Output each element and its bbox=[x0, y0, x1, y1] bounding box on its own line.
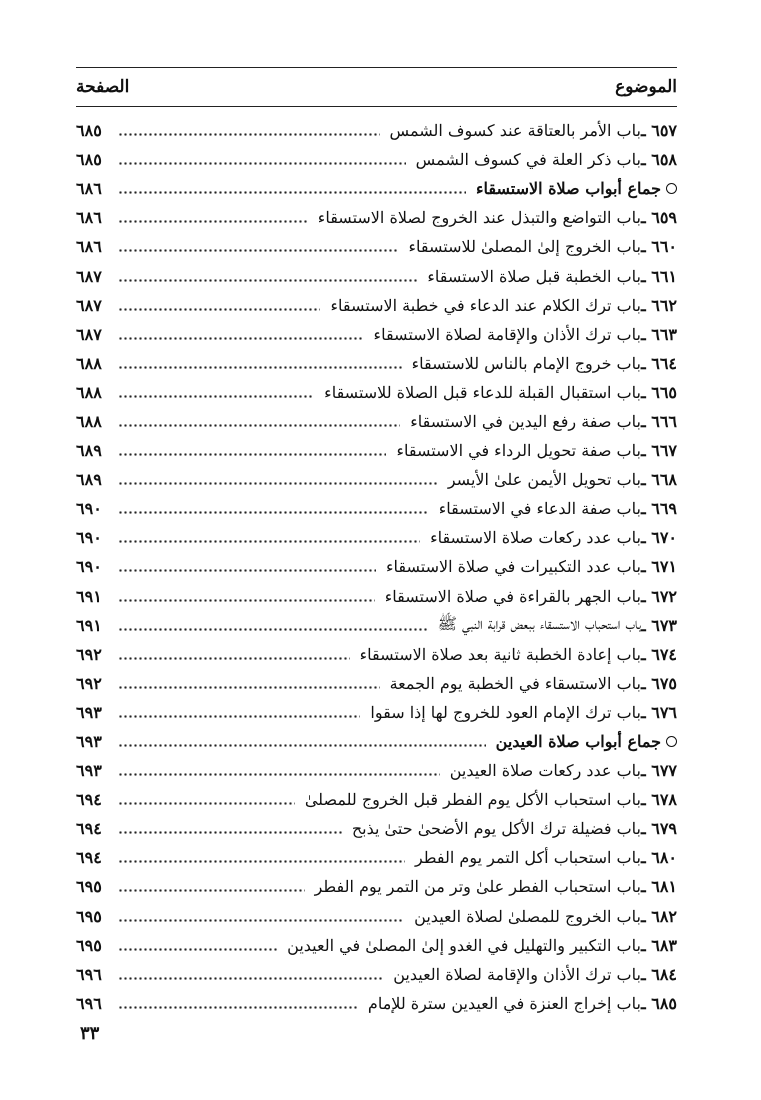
toc-entry bbox=[76, 640, 677, 669]
entry-page-number: ٦٩٦ bbox=[76, 993, 102, 1013]
toc-entry bbox=[76, 320, 677, 349]
header-top-rule bbox=[76, 67, 677, 68]
entry-number: ٦٧٧ ـ bbox=[640, 761, 677, 781]
entry-number: ٦٧٣ ـ bbox=[640, 615, 677, 635]
dot-leader bbox=[118, 279, 417, 282]
dot-leader bbox=[118, 424, 400, 427]
toc-entry bbox=[76, 465, 677, 494]
entry-title: باب استحباب أكل التمر يوم الفطر bbox=[414, 848, 641, 868]
toc-entry bbox=[76, 872, 677, 901]
entry-number: ٦٧٩ ـ bbox=[640, 819, 677, 839]
entry-number: ٦٨٥ ـ bbox=[640, 993, 677, 1013]
entry-title: باب ترك الأذان والإقامة لصلاة الاستسقاء bbox=[373, 324, 641, 344]
subject-column-label: الموضوع bbox=[615, 77, 677, 97]
page-column-label: الصفحة bbox=[76, 77, 130, 97]
toc-entry bbox=[76, 931, 677, 960]
entry-number: ٦٨٢ ـ bbox=[640, 906, 677, 926]
entry-number: ٦٨٤ ـ bbox=[640, 964, 677, 984]
toc-entry bbox=[76, 669, 677, 698]
entry-title: باب فضيلة ترك الأكل يوم الأضحىٰ حتىٰ يذبح bbox=[351, 819, 641, 839]
dot-leader bbox=[118, 831, 342, 834]
dot-leader bbox=[118, 773, 440, 776]
entry-number: ٦٥٨ ـ bbox=[640, 150, 677, 170]
toc-header bbox=[76, 70, 677, 104]
entry-number: ٦٦٣ ـ bbox=[640, 324, 677, 344]
entry-title: باب استقبال القبلة للدعاء قبل الصلاة للاستسقاء bbox=[324, 382, 641, 402]
dot-leader bbox=[118, 977, 383, 980]
toc-entry bbox=[76, 756, 677, 785]
entry-title: باب الجهر بالقراءة في صلاة الاستسقاء bbox=[384, 586, 641, 606]
entry-title: باب عدد التكبيرات في صلاة الاستسقاء bbox=[386, 557, 641, 577]
entry-title: باب الخروج إلىٰ المصلىٰ للاستسقاء bbox=[408, 237, 641, 257]
dot-leader bbox=[118, 482, 438, 485]
entry-page-number: ٦٨٦ bbox=[76, 179, 102, 199]
entry-page-number: ٦٨٩ bbox=[76, 470, 102, 490]
entry-number: ٦٧٤ ـ bbox=[640, 644, 677, 664]
dot-leader bbox=[118, 657, 350, 660]
entry-title: باب ترك الكلام عند الدعاء في خطبة الاستسقاء bbox=[330, 295, 641, 315]
toc-entry bbox=[76, 814, 677, 843]
entry-page-number: ٦٩٠ bbox=[76, 499, 102, 519]
entry-title: باب تحويل الأيمن علىٰ الأيسر bbox=[447, 470, 641, 490]
dot-leader bbox=[118, 191, 466, 194]
entry-page-number: ٦٨٦ bbox=[76, 237, 102, 257]
entry-title: باب استحباب الفطر علىٰ وتر من التمر يوم الفطر bbox=[314, 877, 641, 897]
toc-entry bbox=[76, 407, 677, 436]
toc-entry bbox=[76, 989, 677, 1018]
dot-leader bbox=[118, 162, 406, 165]
entry-title: باب الخطبة قبل صلاة الاستسقاء bbox=[427, 266, 641, 286]
page-number: ٣٣ bbox=[80, 1023, 100, 1044]
toc-entry bbox=[76, 582, 677, 611]
dot-leader bbox=[118, 628, 428, 631]
entry-title: باب خروج الإمام بالناس للاستسقاء bbox=[411, 353, 641, 373]
toc-entry bbox=[76, 203, 677, 232]
entry-number: ٦٦٥ ـ bbox=[640, 382, 677, 402]
entry-page-number: ٦٩٣ bbox=[76, 702, 102, 722]
toc-entry bbox=[76, 785, 677, 814]
toc-entry bbox=[76, 349, 677, 378]
dot-leader bbox=[118, 366, 402, 369]
entry-page-number: ٦٨٥ bbox=[76, 150, 102, 170]
entry-page-number: ٦٩٤ bbox=[76, 819, 102, 839]
entry-title: باب إعادة الخطبة ثانية بعد صلاة الاستسقاء bbox=[359, 644, 641, 664]
entry-page-number: ٦٩٠ bbox=[76, 557, 102, 577]
dot-leader bbox=[118, 249, 399, 252]
dot-leader bbox=[118, 744, 486, 747]
table-of-contents bbox=[76, 116, 677, 1018]
entry-number: ٦٦٤ ـ bbox=[640, 353, 677, 373]
entry-number: ٦٨٣ ـ bbox=[640, 935, 677, 955]
entry-number: ٦٦٧ ـ bbox=[640, 441, 677, 461]
entry-title: باب ترك الأذان والإقامة لصلاة العيدين bbox=[393, 964, 641, 984]
dot-leader bbox=[118, 802, 295, 805]
entry-number: ٦٦٦ ـ bbox=[640, 411, 677, 431]
dot-leader bbox=[118, 919, 404, 922]
dot-leader bbox=[118, 889, 305, 892]
header-bottom-rule bbox=[76, 106, 677, 107]
entry-number: ٦٧٨ ـ bbox=[640, 790, 677, 810]
entry-title: باب عدد ركعات صلاة العيدين bbox=[449, 761, 641, 781]
entry-number: ٦٦٢ ـ bbox=[640, 295, 677, 315]
entry-title: باب ترك الإمام العود للخروج لها إذا سقوا bbox=[370, 702, 641, 722]
entry-page-number: ٦٨٧ bbox=[76, 295, 102, 315]
entry-page-number: ٦٨٧ bbox=[76, 266, 102, 286]
entry-page-number: ٦٨٦ bbox=[76, 208, 102, 228]
dot-leader bbox=[118, 599, 375, 602]
entry-title: باب الأمر بالعتاقة عند كسوف الشمس bbox=[389, 121, 641, 141]
toc-entry bbox=[76, 843, 677, 872]
entry-number: ٦٦١ ـ bbox=[640, 266, 677, 286]
entry-page-number: ٦٩١ bbox=[76, 586, 102, 606]
toc-entry bbox=[76, 494, 677, 523]
entry-number: ٦٦٨ ـ bbox=[640, 470, 677, 490]
entry-page-number: ٦٩٤ bbox=[76, 790, 102, 810]
toc-entry bbox=[76, 145, 677, 174]
entry-number: ٦٦٠ ـ bbox=[640, 237, 677, 257]
entry-title: باب صفة تحويل الرداء في الاستسقاء bbox=[396, 441, 641, 461]
entry-page-number: ٦٩١ bbox=[76, 615, 102, 635]
dot-leader bbox=[118, 569, 376, 572]
toc-entry bbox=[76, 116, 677, 145]
dot-leader bbox=[118, 715, 360, 718]
toc-entry bbox=[76, 291, 677, 320]
dot-leader bbox=[118, 337, 364, 340]
entry-number: ٦٥٧ ـ bbox=[640, 121, 677, 141]
entry-title: باب ذكر العلة في كسوف الشمس bbox=[415, 150, 641, 170]
entry-number: ٦٨١ ـ bbox=[640, 877, 677, 897]
entry-number: ٦٧٦ ـ bbox=[640, 702, 677, 722]
dot-leader bbox=[118, 308, 320, 311]
entry-page-number: ٦٨٧ bbox=[76, 324, 102, 344]
entry-number: ٦٦٩ ـ bbox=[640, 499, 677, 519]
entry-number: ٦٧٠ ـ bbox=[640, 528, 677, 548]
entry-number: ٦٧٢ ـ bbox=[640, 586, 677, 606]
entry-page-number: ٦٩٣ bbox=[76, 761, 102, 781]
toc-entry bbox=[76, 902, 677, 931]
entry-title: باب عدد ركعات صلاة الاستسقاء bbox=[430, 528, 641, 548]
entry-number: ٦٧١ ـ bbox=[640, 557, 677, 577]
dot-leader bbox=[118, 948, 277, 951]
entry-page-number: ٦٩٢ bbox=[76, 644, 102, 664]
dot-leader bbox=[118, 686, 380, 689]
entry-title: باب استحباب الاستسقاء ببعض قرابة النبي ﷺ bbox=[437, 613, 641, 633]
dot-leader bbox=[118, 540, 420, 543]
entry-title: باب الاستسقاء في الخطبة يوم الجمعة bbox=[389, 673, 641, 693]
toc-entry bbox=[76, 436, 677, 465]
entry-page-number: ٦٩٥ bbox=[76, 877, 102, 897]
entry-title: باب إخراج العنزة في العيدين سترة للإمام bbox=[367, 993, 641, 1013]
entry-page-number: ٦٨٨ bbox=[76, 382, 102, 402]
dot-leader bbox=[118, 1006, 358, 1009]
entry-page-number: ٦٩٢ bbox=[76, 673, 102, 693]
entry-page-number: ٦٩٥ bbox=[76, 906, 102, 926]
entry-title: باب صفة رفع اليدين في الاستسقاء bbox=[410, 411, 641, 431]
entry-title: باب استحباب الأكل يوم الفطر قبل الخروج للمصلىٰ bbox=[304, 790, 641, 810]
toc-entry bbox=[76, 552, 677, 581]
dot-leader bbox=[118, 511, 429, 514]
toc-section-heading bbox=[76, 727, 677, 756]
toc-entry bbox=[76, 698, 677, 727]
section-title: جماع أبواب صلاة العيدين bbox=[495, 732, 661, 752]
toc-section-heading bbox=[76, 174, 677, 203]
entry-page-number: ٦٩٣ bbox=[76, 732, 102, 752]
entry-page-number: ٦٩٥ bbox=[76, 935, 102, 955]
toc-entry bbox=[76, 523, 677, 552]
entry-page-number: ٦٨٨ bbox=[76, 411, 102, 431]
dot-leader bbox=[118, 395, 314, 398]
dot-leader bbox=[118, 133, 380, 136]
entry-number: ٦٥٩ ـ bbox=[640, 208, 677, 228]
circle-bullet-icon bbox=[666, 183, 677, 194]
section-title: جماع أبواب صلاة الاستسقاء bbox=[475, 179, 661, 199]
dot-leader bbox=[118, 453, 386, 456]
dot-leader bbox=[118, 860, 405, 863]
entry-page-number: ٦٩٦ bbox=[76, 964, 102, 984]
entry-title: باب التكبير والتهليل في الغدو إلىٰ المصلىٰ في العيدين bbox=[287, 935, 641, 955]
dot-leader bbox=[118, 220, 308, 223]
toc-entry bbox=[76, 261, 677, 290]
toc-entry bbox=[76, 960, 677, 989]
entry-page-number: ٦٨٨ bbox=[76, 353, 102, 373]
entry-title: باب التواضع والتبذل عند الخروج لصلاة الاستسقاء bbox=[317, 208, 641, 228]
toc-entry bbox=[76, 611, 677, 640]
entry-title: باب صفة الدعاء في الاستسقاء bbox=[438, 499, 641, 519]
entry-page-number: ٦٩٤ bbox=[76, 848, 102, 868]
entry-page-number: ٦٨٥ bbox=[76, 121, 102, 141]
circle-bullet-icon bbox=[666, 736, 677, 747]
entry-title: باب الخروج للمصلىٰ لصلاة العيدين bbox=[414, 906, 641, 926]
toc-entry bbox=[76, 232, 677, 261]
entry-number: ٦٧٥ ـ bbox=[640, 673, 677, 693]
toc-entry bbox=[76, 378, 677, 407]
entry-number: ٦٨٠ ـ bbox=[640, 848, 677, 868]
entry-page-number: ٦٨٩ bbox=[76, 441, 102, 461]
entry-page-number: ٦٩٠ bbox=[76, 528, 102, 548]
